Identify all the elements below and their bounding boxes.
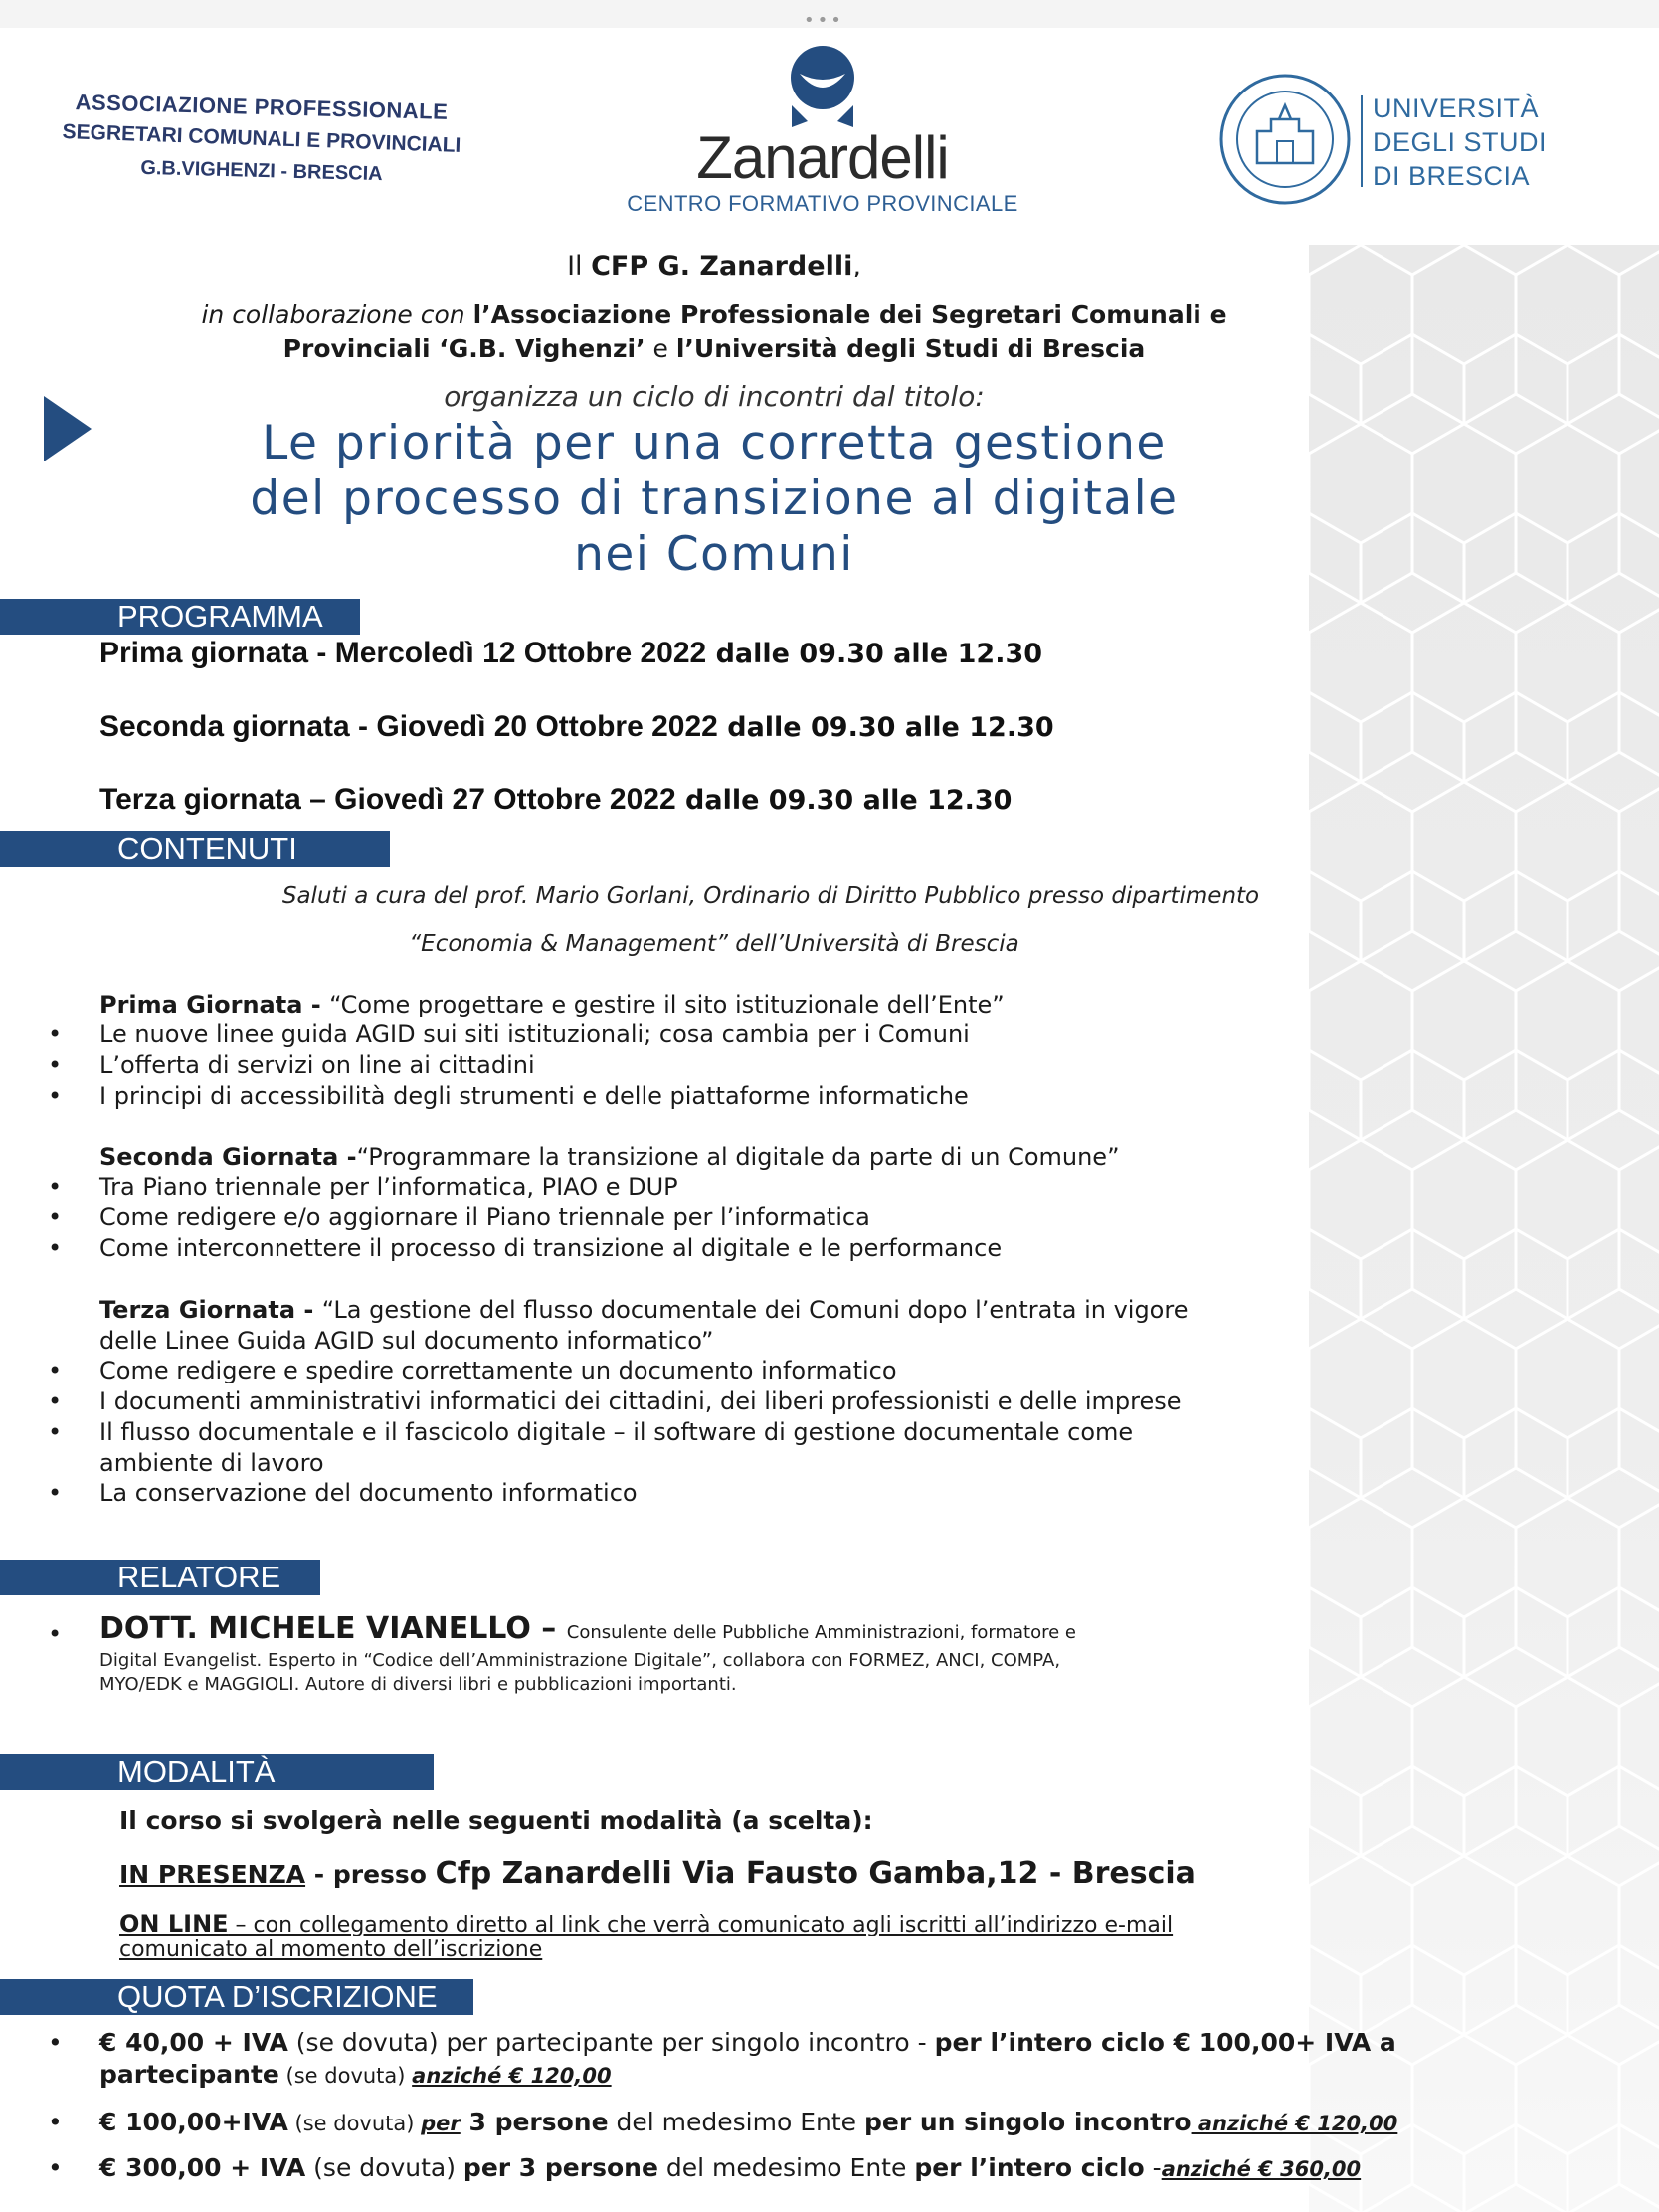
- modalita-presenza: IN PRESENZA - presso Cfp Zanardelli Via Fausto Gamba,12 - Brescia: [119, 1856, 1196, 1891]
- program-day-1: Prima giornata - Mercoledì 12 Ottobre 2022 dalle 09.30 alle 12.30: [99, 637, 1043, 669]
- section-header-relatore: RELATORE: [0, 1560, 320, 1595]
- intro-line-organizer: Il CFP G. Zanardelli,: [567, 251, 861, 281]
- section-header-programma: PROGRAMMA: [0, 599, 360, 635]
- day-1-heading: Prima Giornata - “Come progettare e gestire il sito istituzionale dell’Ente”: [99, 991, 1005, 1018]
- university-logo-name: UNIVERSITÀ DEGLI STUDI DI BRESCIA: [1373, 93, 1548, 191]
- modalita-intro: Il corso si svolgerà nelle seguenti modalità (a scelta):: [119, 1806, 873, 1835]
- saluti-line-2: “Economia & Management” dell’Università di Brescia: [409, 931, 1019, 957]
- speaker-name: DOTT. MICHELE VIANELLO – Consulente delle Pubbliche Amministrazioni, formatore e: [99, 1611, 1076, 1646]
- day-3-heading-cont: delle Linee Guida AGID sul documento informatico”: [99, 1327, 714, 1355]
- program-day-2: Seconda giornata - Giovedì 20 Ottobre 2022 dalle 09.30 alle 12.30: [99, 710, 1054, 743]
- speaker-desc-2: Digital Evangelist. Esperto in “Codice dell’Amministrazione Digitale”, collabora con FORMEZ, ANCI, COMPA,: [99, 1650, 1061, 1671]
- program-day-3: Terza giornata – Giovedì 27 Ottobre 2022 dalle 09.30 alle 12.30: [99, 783, 1013, 816]
- modalita-online-cont: comunicato al momento dell’iscrizione: [119, 1937, 543, 1962]
- list-item-cont: ambiente di lavoro: [99, 1449, 324, 1477]
- more-options-icon[interactable]: •••: [804, 10, 844, 31]
- zanardelli-logo-name: Zanardelli: [696, 124, 949, 191]
- university-seal-icon: [1217, 72, 1353, 207]
- section-header-quota: QUOTA D’ISCRIZIONE: [0, 1979, 473, 2015]
- event-title-line-1: Le priorità per una corretta gestione: [262, 416, 1167, 470]
- event-title-line-3: nei Comuni: [574, 527, 854, 582]
- university-logo-divider: [1361, 95, 1363, 187]
- saluti-line-1: Saluti a cura del prof. Mario Gorlani, Ordinario di Diritto Pubblico presso dipartimento: [281, 883, 1260, 909]
- zanardelli-logo-icon: [778, 40, 867, 131]
- speaker-desc-3: MYO/EDK e MAGGIOLI. Autore di diversi libri e pubblicazioni importanti.: [99, 1674, 737, 1695]
- day-3-heading: Terza Giornata - “La gestione del flusso documentale dei Comuni dopo l’entrata in vigore: [99, 1296, 1189, 1324]
- section-header-modalita: MODALITÀ: [0, 1754, 434, 1790]
- zanardelli-logo-subtitle: CENTRO FORMATIVO PROVINCIALE: [627, 191, 1018, 216]
- intro-line-partners: Provinciali ‘G.B. Vighenzi’ e l’Università degli Studi di Brescia: [282, 334, 1146, 363]
- intro-line-collaboration: in collaborazione con l’Associazione Professionale dei Segretari Comunali e: [201, 300, 1227, 329]
- section-header-contenuti: CONTENUTI: [0, 831, 390, 867]
- intro-line-announce: organizza un ciclo di incontri dal titolo:: [444, 380, 985, 413]
- event-title-line-2: del processo di transizione al digitale: [250, 471, 1179, 526]
- association-logo: ASSOCIAZIONE PROFESSIONALE SEGRETARI COMUNALI E PROVINCIALI G.B.VIGHENZI - BRESCIA: [62, 90, 461, 186]
- day-2-heading: Seconda Giornata -“Programmare la transizione al digitale da parte di un Comune”: [99, 1143, 1120, 1171]
- modalita-online: ON LINE – con collegamento diretto al link che verrà comunicato agli iscritti all’indirizzo e-mail: [119, 1910, 1174, 1937]
